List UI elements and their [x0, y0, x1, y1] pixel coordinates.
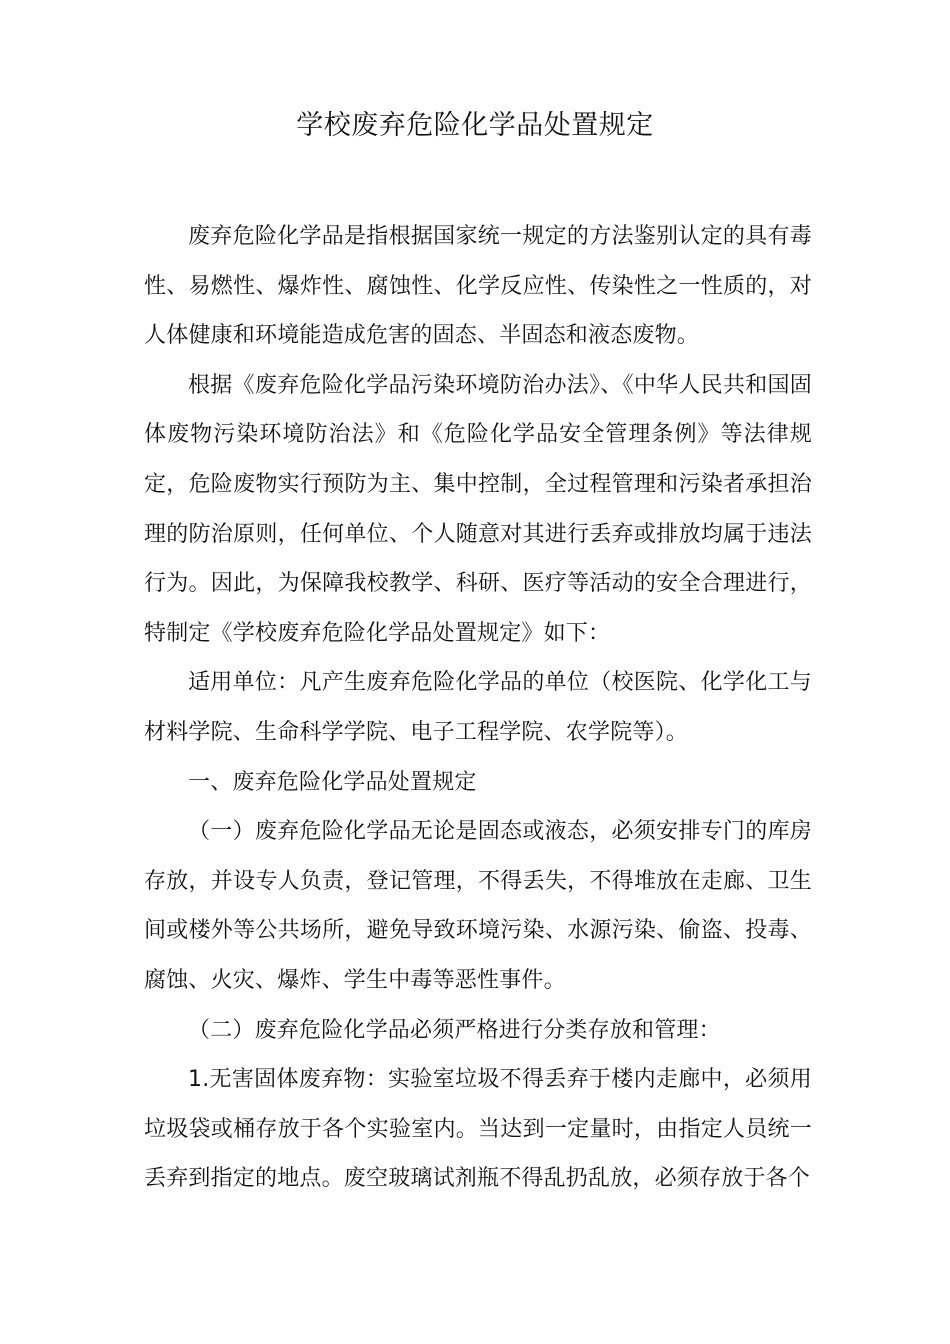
document-body — [144, 212, 812, 1204]
paragraph-definition: 废弃危险化学品是指根据国家统一规定的方法鉴别认定的具有毒性、易燃性、爆炸性、腐蚀性、化学反应性、传染性之一性质的，对人体健康和环境能造成危害的固态、半固态和液态废物。 — [144, 224, 812, 349]
paragraph-clause-1: （一）废弃危险化学品无论是固态或液态，必须安排专门的库房存放，并设专人负责，登记管理，不得丢失，不得堆放在走廊、卫生间或楼外等公共场所，避免导致环境污染、水源污染、偷盗、投毒、腐蚀、火灾、爆炸、学生中毒等恶性事件。 — [144, 819, 812, 993]
paragraph-item-1: 1.无害固体废弃物：实验室垃圾不得丢弃于楼内走廊中，必须用垃圾袋或桶存放于各个实验室内。当达到一定量时，由指定人员统一丢弃到指定的地点。废空玻璃试剂瓶不得乱扔乱放，必须存放于各个 — [144, 1067, 812, 1192]
section-heading-1: 一、废弃危险化学品处置规定 — [188, 769, 477, 795]
paragraph-clause-2: （二）废弃危险化学品必须严格进行分类存放和管理： — [188, 1017, 721, 1043]
paragraph-legal-basis: 根据《废弃危险化学品污染环境防治办法》、《中华人民共和国固体废物污染环境防治法》和《危险化学品安全管理条例》等法律规定，危险废物实行预防为主、集中控制，全过程管理和污染者承担治理的防治原则，任何单位、个人随意对其进行丢弃或排放均属于违法行为。因此，为保障我校教学、科研、医疗等活动的安全合理进行，特制定《学校废弃危险化学品处置规定》如下： — [144, 372, 812, 646]
paragraph-applicable-units: 适用单位：凡产生废弃危险化学品的单位（校医院、化学化工与材料学院、生命科学学院、电子工程学院、农学院等）。 — [144, 670, 812, 745]
document-title: 学校废弃危险化学品处置规定 — [296, 110, 654, 141]
